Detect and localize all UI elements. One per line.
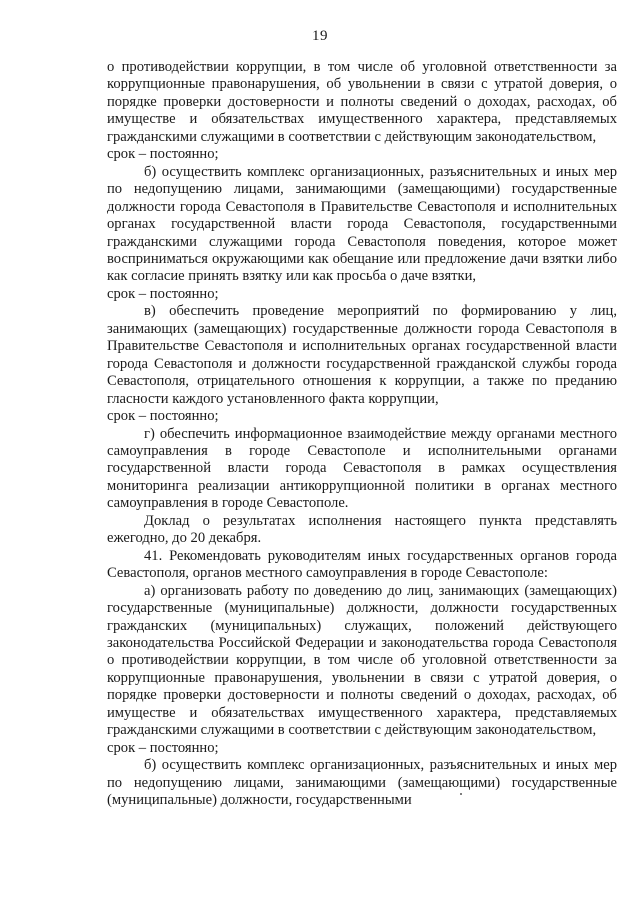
document-body bbox=[107, 59, 617, 809]
deadline-line: срок – постоянно; bbox=[107, 146, 219, 163]
deadline-line: срок – постоянно; bbox=[107, 408, 219, 425]
paragraph-continuation: о противодействии коррупции, в том числе об уголовной ответственности за коррупционные правонарушения, об увольнении в связи с утратой доверия, о порядке проверки достоверности и полноты сведений о доходах, расходах, об имуществе и обязательствах имущественного характера, представляемых гражданскими служащими в соответствии с действующим законодательством, bbox=[107, 59, 617, 145]
deadline-line: срок – постоянно; bbox=[107, 285, 219, 302]
paragraph-item-b-2: б) осуществить комплекс организационных, разъяснительных и иных мер по недопущению лицами, занимающими (замещающими) государственные (муниципальные) должности, государственными bbox=[107, 757, 617, 809]
scan-speck bbox=[460, 793, 462, 795]
report-requirement: Доклад о результатах исполнения настоящего пункта представлять ежегодно, до 20 декабря. bbox=[107, 512, 617, 547]
paragraph-item-a: а) организовать работу по доведению до лиц, занимающих (замещающих) государственные (муниципальные) должности, должности государственных гражданских (муниципальных) служащих, положений действующего законодательства Российской Федерации и законодательства города Севастополя о противодействии коррупции, в том числе об уголовной ответственности за коррупционные правонарушения, увольнении в связи с утратой доверия, о порядке проверки достоверности и полноты сведений о доходах, расходах, об имуществе и обязательствах имущественного характера, представляемых гражданскими служащими в соответствии с действующим законодательством, bbox=[107, 582, 617, 739]
paragraph-item-g: г) обеспечить информационное взаимодействие между органами местного самоуправления в городе Севастополе и исполнительными органами государственной власти города Севастополя в рамках осуществления мониторинга реализации антикоррупционной политики в органах местного самоуправления в городе Севастополе. bbox=[107, 425, 617, 512]
page-number: 19 bbox=[312, 28, 328, 44]
paragraph-item-b: б) осуществить комплекс организационных, разъяснительных и иных мер по недопущению лицами, занимающими (замещающими) государственные должности города Севастополя в Правительстве Севастополя и исполнительных органах государственной власти города Севастополя, государственными гражданскими служащими города Севастополя поведения, которое может восприниматься окружающими как обещание или предложение дачи взятки либо как согласие принять взятку или как просьба о даче взятки, bbox=[107, 163, 617, 285]
paragraph-item-v: в) обеспечить проведение мероприятий по формированию у лиц, занимающих (замещающих) государственные должности города Севастополя в Правительстве Севастополя и исполнительных органах государственной власти города Севастополя и должности государственной гражданской службы города Севастополя, отрицательного отношения к коррупции, а также по преданию гласности каждого установленного факта коррупции, bbox=[107, 303, 617, 407]
deadline-line: срок – постоянно; bbox=[107, 739, 219, 756]
clause-41: 41. Рекомендовать руководителям иных государственных органов города Севастополя, органов местного самоуправления в городе Севастополе: bbox=[107, 547, 617, 582]
